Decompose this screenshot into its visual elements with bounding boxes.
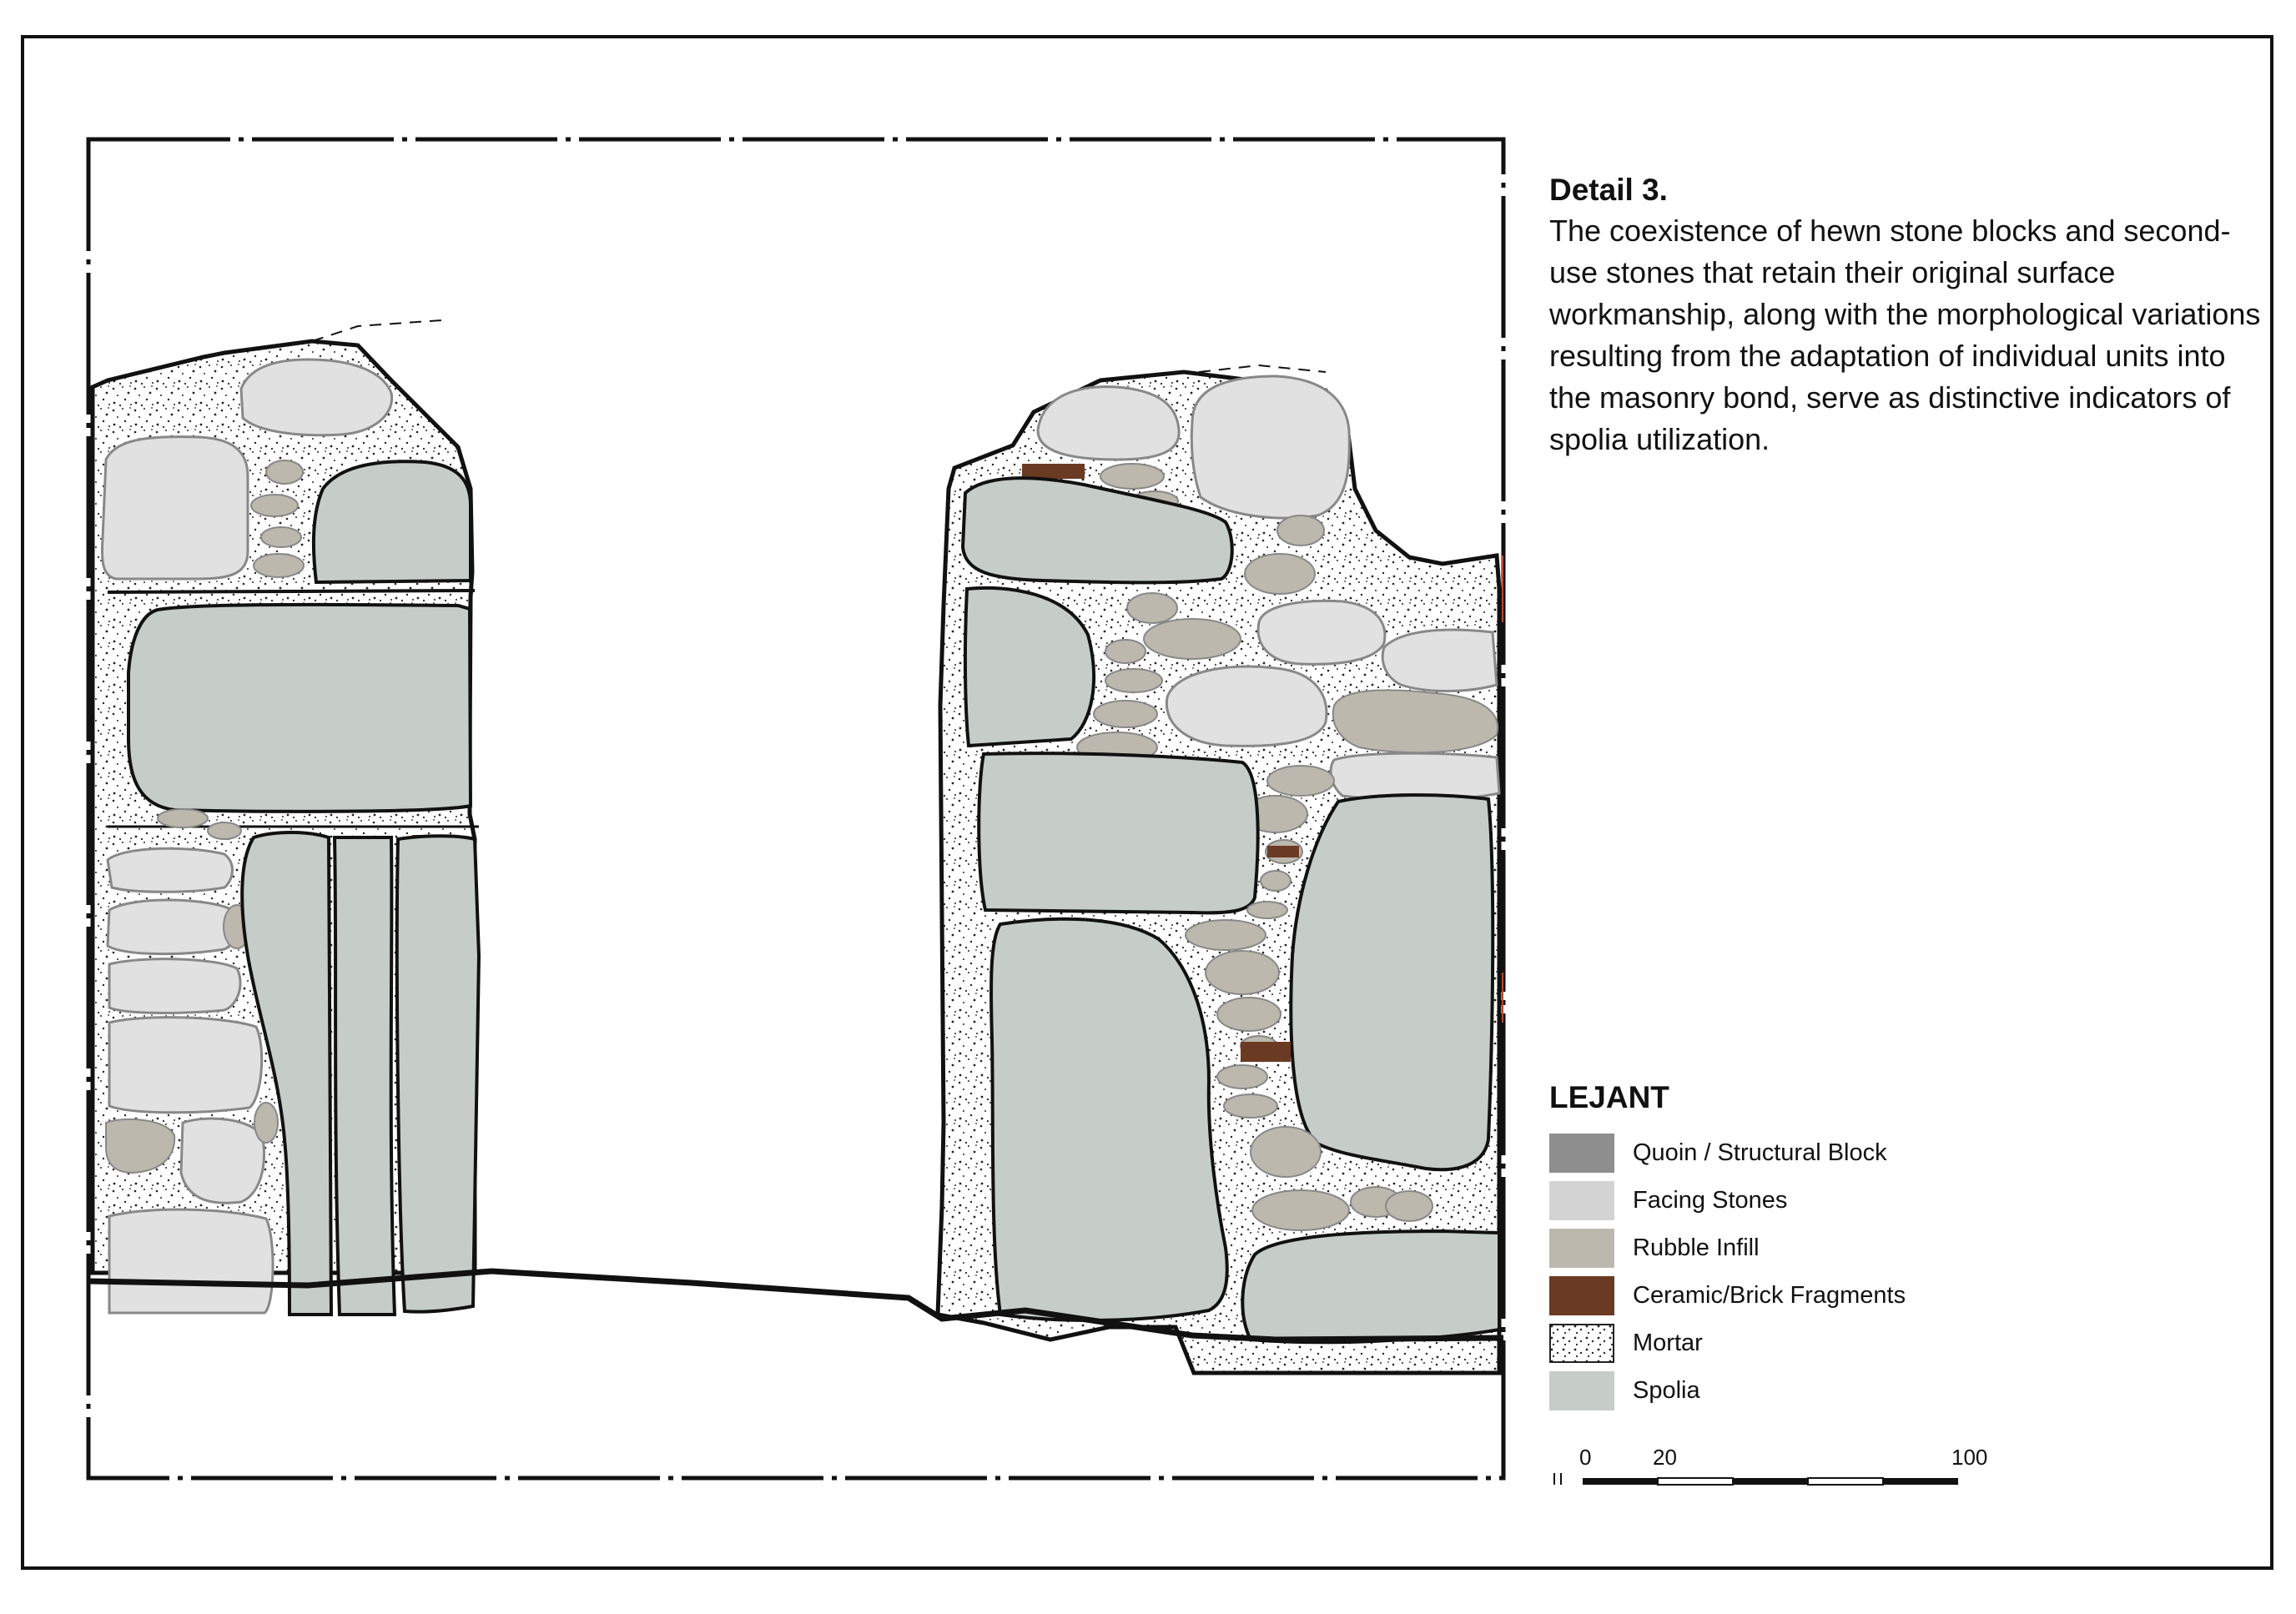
rubble-stone (1261, 871, 1291, 891)
rubble-stone (1277, 515, 1324, 546)
rubble-stone (1105, 640, 1145, 663)
legend-item-rubble (1549, 1224, 2133, 1272)
legend-item-mortar (1549, 1320, 2133, 1367)
facing-stone (1191, 376, 1349, 518)
ceramic-fragment (1022, 464, 1085, 479)
left-pier (93, 320, 479, 1315)
rubble-stone (1105, 669, 1162, 692)
spolia-shaft (397, 836, 479, 1311)
facing-stone (1382, 630, 1497, 691)
rubble-stone (266, 460, 303, 484)
rubble-stone (1247, 902, 1287, 918)
rubble-stone (1386, 1191, 1432, 1221)
drawing-sheet (21, 35, 2273, 1570)
rubble-stone (1127, 593, 1177, 623)
rubble-stone (254, 1103, 278, 1143)
facing-stone (1331, 753, 1499, 800)
rubble-stone (261, 527, 301, 547)
rubble-stone (1100, 464, 1164, 489)
rubble-stone (1217, 998, 1281, 1031)
detail-title: Detail 3. (1549, 173, 1668, 207)
facing-stone (102, 437, 248, 579)
legend-label: Spolia (1633, 1377, 1700, 1404)
legend-title: LEJANT (1549, 1080, 1669, 1114)
facing-stone (108, 900, 238, 954)
rubble-stone (208, 822, 241, 839)
legend-label: Mortar (1633, 1330, 1703, 1356)
detail-caption (1549, 170, 2267, 460)
right-pier (938, 365, 1499, 1373)
rubble-stone (1144, 619, 1241, 659)
facing-stone (109, 1018, 262, 1113)
spolia-block (1291, 795, 1493, 1169)
scale-bar-graphic (1549, 1466, 1983, 1500)
rubble-stone (1252, 1190, 1349, 1230)
facing-stone (1166, 666, 1327, 746)
spolia-block (128, 605, 471, 812)
spolia-shaft (335, 837, 395, 1315)
rubble-stone (254, 554, 304, 577)
legend-label: Quoin / Structural Block (1633, 1139, 1887, 1166)
facing-stone (108, 848, 232, 892)
facing-stone (241, 360, 392, 435)
legend-label: Facing Stones (1633, 1187, 1788, 1214)
ceramic-fragment (1267, 846, 1299, 857)
legend-label: Rubble Infill (1633, 1234, 1760, 1261)
spolia-block (979, 753, 1257, 913)
legend-label: Ceramic/Brick Fragments (1633, 1282, 1906, 1309)
legend-item-ceramic (1549, 1272, 2133, 1320)
facing-stone (109, 959, 240, 1013)
rubble-stone (1251, 1127, 1321, 1177)
rubble-stone (1245, 554, 1315, 594)
spolia-block (314, 461, 471, 582)
rubble-stone (1206, 951, 1279, 994)
rubble-stone (1267, 766, 1334, 796)
legend-swatch-spolia (1549, 1371, 1614, 1410)
rubble-stone (1217, 1065, 1267, 1089)
legend-swatch-facing (1549, 1181, 1614, 1220)
legend-item-quoin (1549, 1129, 2133, 1177)
spolia-block (1242, 1231, 1499, 1342)
scale-tick-label: 20 (1653, 1445, 1677, 1470)
facing-stone (181, 1119, 264, 1203)
legend (1549, 1078, 2133, 1415)
scale-tick-label: 0 (1579, 1445, 1592, 1470)
facing-stone (1333, 690, 1498, 752)
facing-stone (1038, 387, 1179, 460)
rubble-stone (1094, 701, 1157, 727)
scale-tick-label: 100 (1951, 1445, 1988, 1470)
scale-bar (1549, 1445, 2000, 1503)
rubble-stone (1186, 920, 1266, 950)
rubble-stone (158, 809, 208, 827)
rubble-stone (251, 495, 298, 516)
legend-swatch-ceramic (1549, 1276, 1614, 1315)
legend-swatch-quoin (1549, 1134, 1614, 1173)
facing-stone (109, 1209, 273, 1313)
legend-item-facing (1549, 1177, 2133, 1224)
legend-swatch-mortar (1549, 1324, 1614, 1363)
legend-item-spolia (1549, 1367, 2133, 1415)
facing-stone (1258, 601, 1385, 664)
legend-swatch-rubble (1549, 1229, 1614, 1268)
ceramic-fragment (1241, 1042, 1291, 1062)
rubble-stone (1224, 1094, 1277, 1118)
detail-description: The coexistence of hewn stone blocks and second-use stones that retain their original surface workmanship, along with the morphological variations resulting from the adaptation of individual units into the masonry bond, serve as distinctive indicators of spolia utilization. (1549, 214, 2261, 456)
